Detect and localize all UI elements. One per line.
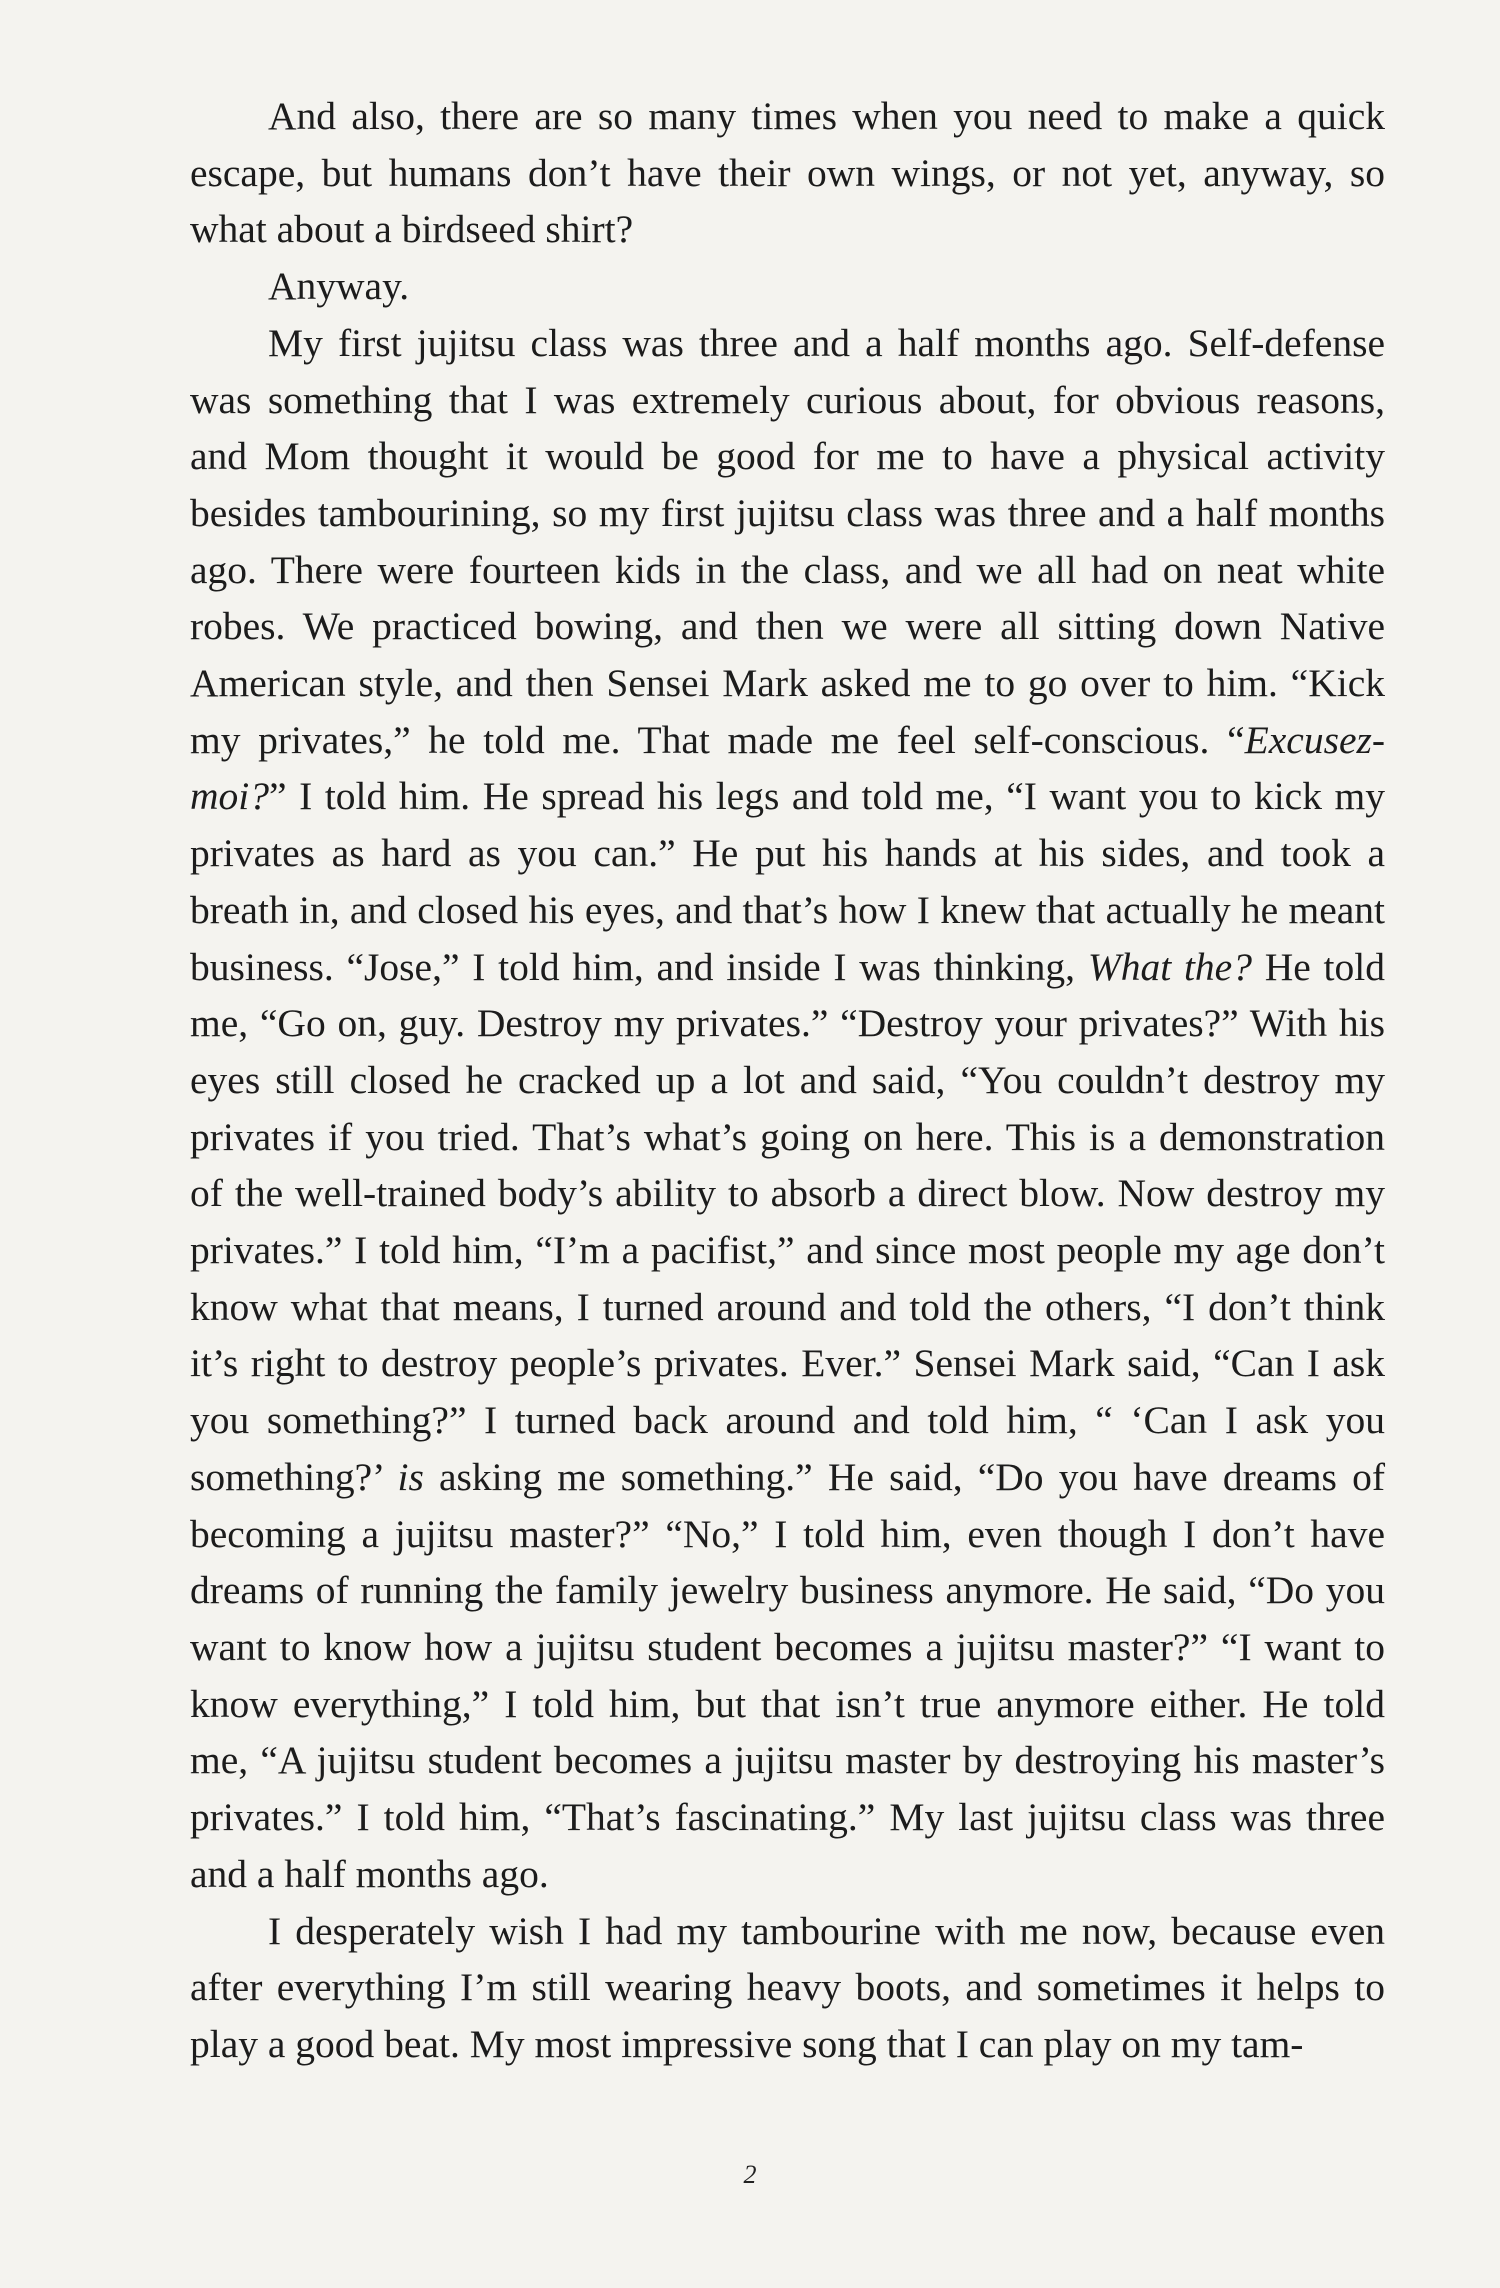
text-run: He told me, “Go on, guy. Destroy my privates.” “Destroy your privates?” With his eyes still closed he cracked up a lot and said, “You couldn’t destroy my privates if you tried. That’s what’s going on here. This is a demonstration of the well-trained body’s ability to absorb a direct blow. Now destroy my privates.” I told him, “I’m a pacifist,” and since most people my age don’t know what that means, I turned around and told the others, “I don’t think it’s right to destroy people’s privates. Ever.” Sensei Mark said, “Can I ask you something?” I turned back around and told him, “ ‘Can I ask you something?’	[190, 944, 1386, 1499]
text-run: And also, there are so many times when you need to make a quick escape, but humans don’t have their own wings, or not yet, anyway, so what about a birdseed shirt?	[190, 94, 1385, 252]
italic-text: What the?	[1087, 944, 1252, 989]
italic-text: Excusez-moi?	[190, 717, 1385, 819]
text-run: ” I told him. He spread his legs and told me, “I want you to kick my privates as hard as you can.” He put his hands at his sides, and took a breath in, and closed his eyes, and that’s how I knew that actually he meant business. “Jose,” I told him, and inside I was thinking,	[190, 774, 1385, 989]
text-run: I desperately wish I had my tambourine with me now, because even after everything I’m still wearing heavy boots, and sometimes it helps to play a good beat. My most impressive song that I can play on my tam-	[190, 1908, 1385, 2066]
page-number: 2	[743, 2160, 757, 2189]
text-run: Anyway.	[268, 264, 410, 309]
paragraph	[190, 88, 1385, 258]
italic-text: is	[397, 1454, 424, 1499]
text-run: My first jujitsu class was three and a half months ago. Self-defense was something that I was extremely curious about, for obvious reasons, and Mom thought it would be good for me to have a physical activity besides tambourining, so my first jujitsu class was three and a half months ago. There were fourteen kids in the class, and we all had on neat white robes. We practiced bowing, and then we were all sitting down Native American style, and then Sensei Mark asked me to go over to him. “Kick my privates,” he told me. That made me feel self-conscious. “	[190, 320, 1385, 762]
book-page	[190, 88, 1385, 2168]
paragraph	[190, 258, 1385, 315]
body-text	[190, 88, 1385, 2073]
text-run: asking me something.” He said, “Do you have dreams of becoming a jujitsu master?” “No,” I told him, even though I don’t have dreams of running the family jewelry business anymore. He said, “Do you want to know how a jujitsu student becomes a jujitsu master?” “I want to know everything,” I told him, but that isn’t true anymore either. He told me, “A jujitsu student becomes a jujitsu master by destroying his master’s privates.” I told him, “That’s fascinating.” My last jujitsu class was three and a half months ago.	[190, 1454, 1385, 1896]
paragraph	[190, 1903, 1385, 2073]
paragraph	[190, 315, 1385, 1903]
